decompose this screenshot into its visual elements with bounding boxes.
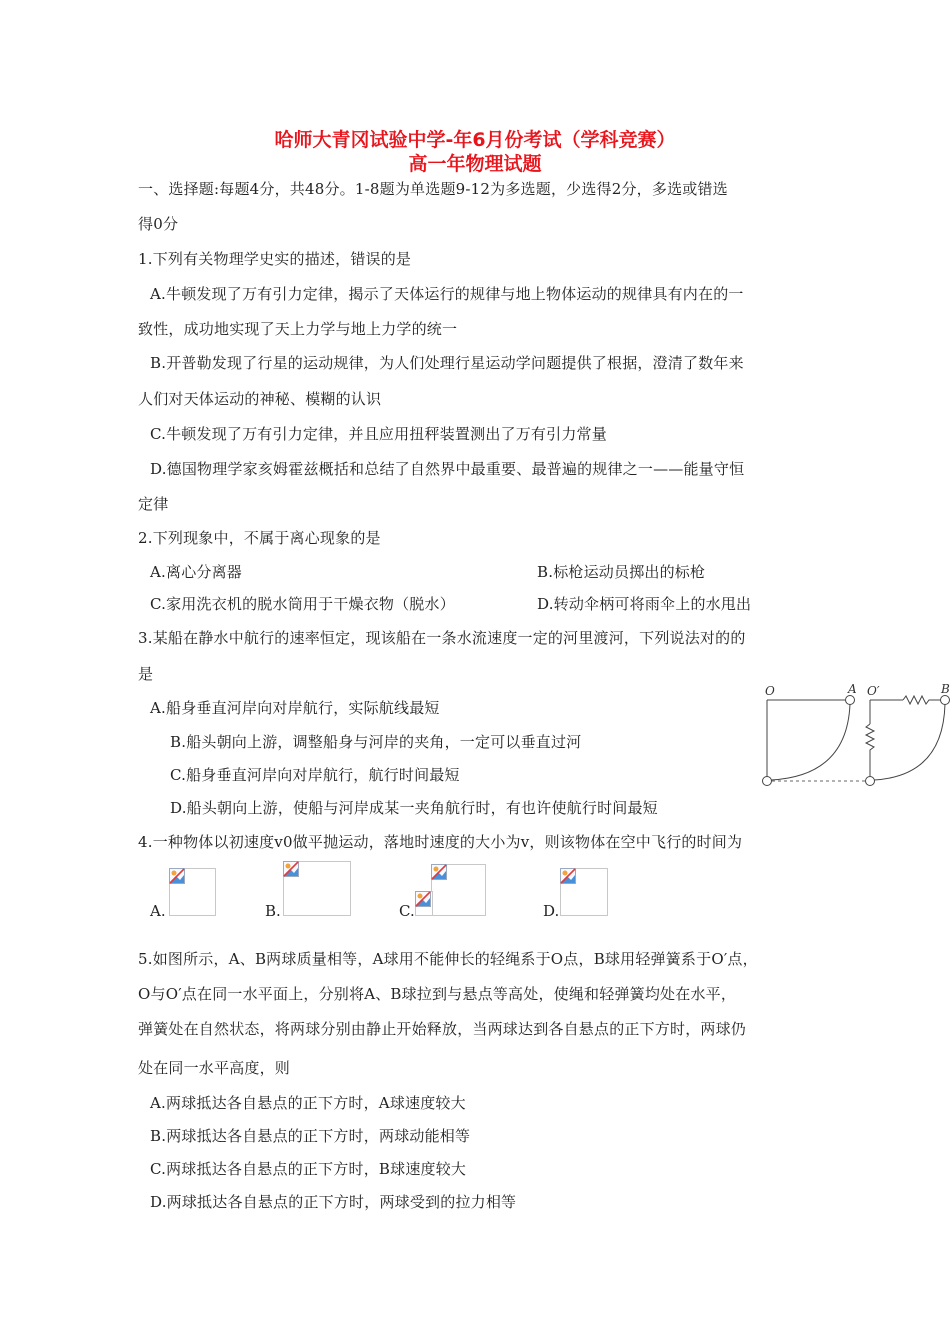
figure-label-a: A	[848, 682, 857, 696]
q4-option-d-label: D.	[543, 902, 560, 920]
q2-option-b: B.标枪运动员掷出的标枪	[537, 563, 706, 581]
q2-option-a: A.离心分离器	[150, 563, 243, 581]
q3-option-c: C.船身垂直河岸向对岸航行，航行时间最短	[170, 766, 460, 784]
q4-stem: 4.一种物体以初速度v0做平抛运动，落地时速度的大小为v，则该物体在空中飞行的时间为	[138, 833, 743, 851]
q5-option-b: B.两球抵达各自悬点的正下方时，两球动能相等	[150, 1127, 471, 1145]
figure-label-b: B	[941, 682, 950, 696]
exam-subtitle: 高一年物理试题	[408, 153, 542, 175]
q2-option-d: D.转动伞柄可将雨伞上的水甩出	[537, 595, 752, 613]
q1-option-b-cont: 人们对天体运动的神秘、模糊的认识	[138, 390, 382, 408]
q1-option-a: A.牛顿发现了万有引力定律，揭示了天体运行的规律与地上物体运动的规律具有内在的一	[150, 285, 744, 303]
q1-option-d: D.德国物理学家亥姆霍兹概括和总结了自然界中最重要、最普遍的规律之一——能量守恒	[150, 460, 745, 478]
q4-option-c-label: C.	[399, 902, 415, 920]
section-instructions: 一、选择题:每题4分，共48分。1-8题为单选题9-12为多选题，少选得2分，多选或错选	[138, 180, 728, 198]
q5-option-c: C.两球抵达各自悬点的正下方时，B球速度较大	[150, 1160, 467, 1178]
q5-stem-cont-2: 弹簧处在自然状态，将两球分别由静止开始释放，当两球达到各自悬点的正下方时，两球仍	[138, 1020, 747, 1038]
q5-option-a: A.两球抵达各自悬点的正下方时，A球速度较大	[150, 1094, 466, 1112]
q3-option-d: D.船头朝向上游，使船与河岸成某一夹角航行时，有也许使航行时间最短	[170, 799, 658, 817]
q2-stem: 2.下列现象中，不属于离心现象的是	[138, 529, 381, 547]
broken-image-icon	[431, 864, 447, 880]
q3-option-b: B.船头朝向上游，调整船身与河岸的夹角，一定可以垂直过河	[170, 733, 582, 751]
q1-stem: 1.下列有关物理学史实的描述，错误的是	[138, 250, 412, 268]
q4-option-b-label: B.	[265, 902, 281, 920]
q5-stem-cont-1: O与O′点在同一水平面上，分别将A、B球拉到与悬点等高处，使绳和轻弹簧均处在水平，	[138, 985, 737, 1003]
q1-option-c: C.牛顿发现了万有引力定律，并且应用扭秤装置测出了万有引力常量	[150, 425, 607, 443]
broken-image-icon	[169, 868, 185, 884]
broken-image-icon	[283, 861, 299, 877]
q3-option-a: A.船身垂直河岸向对岸航行，实际航线最短	[150, 699, 440, 717]
q3-stem-cont: 是	[138, 665, 154, 683]
q1-option-a-cont: 致性，成功地实现了天上力学与地上力学的统一	[138, 320, 458, 338]
pendulum-spring-figure	[755, 680, 950, 795]
q4-option-a-label: A.	[150, 902, 166, 920]
exam-title: 哈师大青冈试验中学-年6月份考试（学科竞赛）	[274, 129, 676, 151]
q5-stem: 5.如图所示，A、B两球质量相等，A球用不能伸长的轻绳系于O点，B球用轻弹簧系于O′点，	[138, 950, 758, 968]
q1-option-b: B.开普勒发现了行星的运动规律，为人们处理行星运动学问题提供了根据，澄清了数年来	[150, 354, 744, 372]
section-instructions-cont: 得0分	[138, 215, 179, 233]
broken-image-icon	[560, 868, 576, 884]
q3-stem: 3.某船在静水中航行的速率恒定，现该船在一条水流速度一定的河里渡河，下列说法对的的	[138, 629, 746, 647]
broken-image-icon	[415, 891, 431, 907]
q5-stem-cont-3: 处在同一水平高度，则	[138, 1059, 291, 1077]
q1-option-d-cont: 定律	[138, 495, 169, 513]
figure-label-o: O	[765, 684, 775, 698]
figure-label-o-prime: O′	[867, 684, 880, 698]
q2-option-c: C.家用洗衣机的脱水筒用于干燥衣物（脱水）	[150, 595, 455, 613]
q5-option-d: D.两球抵达各自悬点的正下方时，两球受到的拉力相等	[150, 1193, 517, 1211]
